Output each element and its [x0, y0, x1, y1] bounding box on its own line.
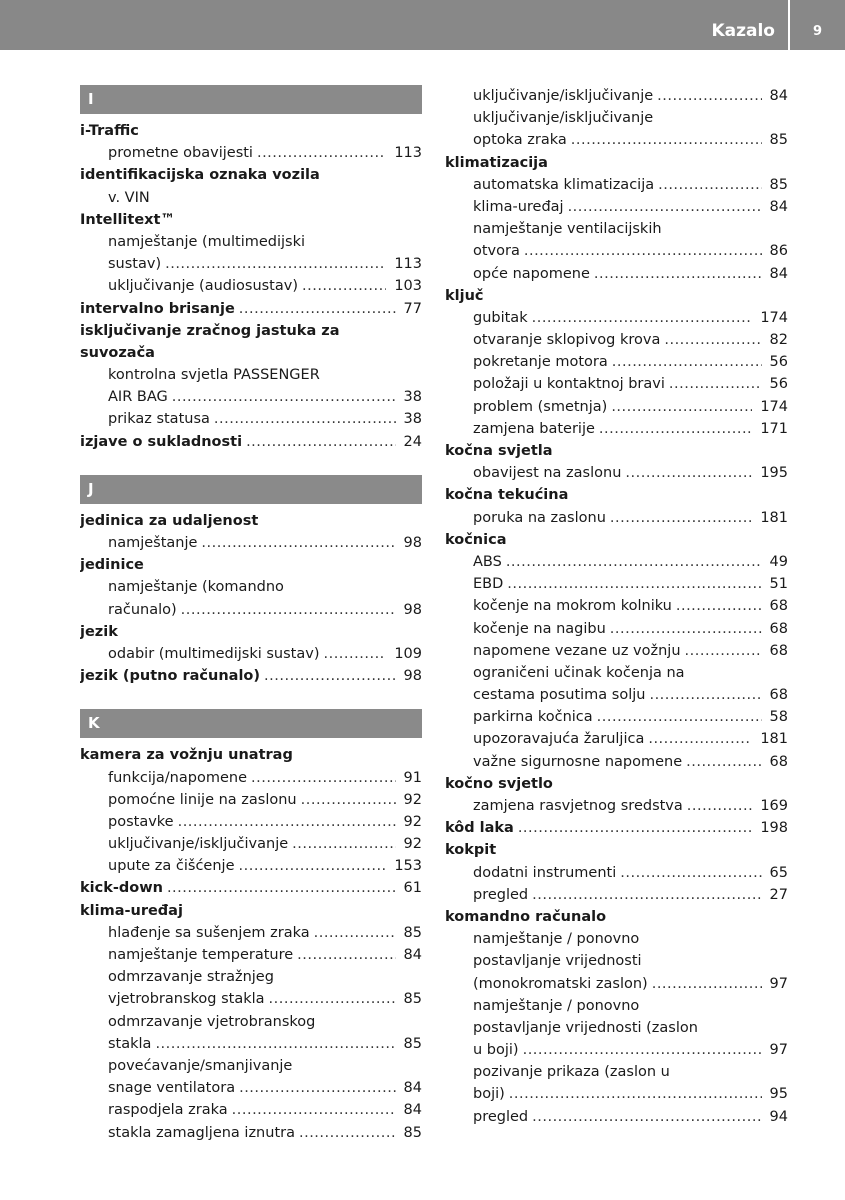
page-ref: 85	[403, 1035, 422, 1052]
entry-text: jezik	[80, 623, 118, 640]
dot-leader	[178, 811, 396, 833]
entry-text: EBD	[473, 576, 504, 593]
entry-text: poruka na zaslonu	[473, 509, 606, 526]
page-ref: 94	[769, 1108, 788, 1125]
entry-text: postavljanje vrijednosti (zaslon	[473, 1019, 698, 1036]
entry-text: stakla zamagljena iznutra	[108, 1124, 295, 1141]
entry-text: optoka zraka	[473, 132, 567, 149]
page-ref: 97	[769, 975, 788, 992]
entry-text: (monokromatski zaslon)	[473, 975, 648, 992]
index-entry	[445, 107, 788, 129]
dot-leader	[676, 595, 762, 617]
page-ref: 113	[394, 145, 422, 162]
dot-leader	[251, 767, 396, 789]
dot-leader	[297, 944, 395, 966]
page-ref: 61	[403, 880, 422, 897]
index-heading	[445, 817, 788, 839]
index-entry	[445, 1061, 788, 1083]
entry-text: uključivanje/isključivanje	[473, 88, 654, 104]
page-ref: 38	[403, 411, 422, 428]
index-column-left	[80, 85, 422, 1144]
page-ref: 68	[769, 598, 788, 615]
page-ref: 85	[403, 1124, 422, 1141]
index-heading	[445, 906, 788, 928]
index-entry	[80, 408, 422, 430]
dot-leader	[594, 263, 762, 285]
page-ref: 77	[403, 300, 422, 317]
page-ref: 49	[769, 553, 788, 570]
section-letter-bar: J	[80, 475, 422, 504]
index-entry	[445, 1039, 788, 1061]
entry-text: pregled	[473, 1108, 529, 1125]
entry-text: prikaz statusa	[108, 411, 210, 428]
dot-leader	[239, 298, 396, 320]
index-heading	[80, 320, 422, 342]
index-entry	[80, 1055, 422, 1077]
page-ref: 91	[403, 769, 422, 786]
index-entry	[445, 995, 788, 1017]
page-ref: 171	[760, 420, 788, 437]
index-heading	[80, 554, 422, 576]
index-entry	[445, 928, 788, 950]
entry-text: u boji)	[473, 1042, 519, 1059]
entry-text: boji)	[473, 1086, 505, 1103]
dot-leader	[155, 1033, 395, 1055]
index-heading	[80, 744, 422, 766]
page-ref: 195	[760, 465, 788, 482]
page-ref: 85	[403, 924, 422, 941]
page-ref: 58	[769, 709, 788, 726]
index-entry	[445, 884, 788, 906]
entry-text: pozivanje prikaza (zaslon u	[473, 1064, 670, 1081]
dot-leader	[625, 462, 752, 484]
dot-leader	[167, 877, 396, 899]
entry-text: otvora	[473, 243, 520, 260]
entry-text: upute za čišćenje	[108, 858, 235, 875]
index-heading	[445, 529, 788, 551]
index-entry	[80, 576, 422, 598]
entry-text: kočno svjetlo	[445, 775, 553, 792]
index-entry	[80, 275, 422, 297]
dot-leader	[686, 751, 761, 773]
entry-text: isključivanje zračnog jastuka za	[80, 322, 340, 339]
index-entry	[445, 751, 788, 773]
index-entry	[445, 307, 788, 329]
index-heading	[80, 665, 422, 687]
page-ref: 56	[769, 376, 788, 393]
entry-text: položaji u kontaktnoj bravi	[473, 376, 665, 393]
index-entry	[80, 532, 422, 554]
page-ref: 92	[403, 813, 422, 830]
page-ref: 153	[394, 858, 422, 875]
index-heading	[80, 621, 422, 643]
section-letter-bar: K	[80, 709, 422, 738]
index-heading	[80, 209, 422, 231]
index-heading	[80, 120, 422, 142]
index-entry	[445, 706, 788, 728]
index-entry	[80, 833, 422, 855]
entry-text: funkcija/napomene	[108, 769, 247, 786]
entry-text: jedinica za udaljenost	[80, 512, 259, 529]
entry-text: kočnica	[445, 531, 507, 548]
entry-text: namještanje / ponovno	[473, 931, 640, 948]
index-entry	[445, 218, 788, 240]
entry-text: kočenje na nagibu	[473, 620, 606, 637]
entry-text: problem (smetnja)	[473, 398, 608, 415]
page-ref: 84	[403, 1080, 422, 1097]
entry-text: odmrzavanje stražnjeg	[108, 969, 274, 986]
entry-text: gubitak	[473, 309, 528, 326]
index-entry	[80, 1077, 422, 1099]
index-heading	[80, 342, 422, 364]
index-entry	[80, 643, 422, 665]
index-entry	[445, 728, 788, 750]
index-heading	[80, 164, 422, 186]
dot-leader	[299, 1122, 396, 1144]
dot-leader	[264, 665, 396, 687]
dot-leader	[302, 275, 386, 297]
index-entry	[445, 373, 788, 395]
index-entry	[80, 187, 422, 209]
entry-text: uključivanje/isključivanje	[108, 836, 289, 853]
index-heading	[80, 877, 422, 899]
entry-text: upozoravajuća žaruljica	[473, 731, 645, 748]
index-entry	[445, 85, 788, 107]
dot-leader	[669, 373, 762, 395]
entry-text: v. VIN	[108, 189, 150, 206]
page-ref: 92	[403, 836, 422, 853]
entry-text: uključivanje (audiosustav)	[108, 278, 298, 295]
index-entry	[445, 862, 788, 884]
entry-text: namještanje / ponovno	[473, 997, 640, 1014]
entry-text: AIR BAG	[108, 389, 168, 406]
index-entry	[445, 329, 788, 351]
index-entry	[445, 351, 788, 373]
index-entry	[80, 1011, 422, 1033]
dot-leader	[292, 833, 395, 855]
dot-leader	[524, 240, 762, 262]
entry-text: ograničeni učinak kočenja na	[473, 664, 685, 681]
index-entry	[445, 129, 788, 151]
page-ref: 95	[769, 1086, 788, 1103]
index-entry	[445, 1106, 788, 1128]
dot-leader	[506, 551, 762, 573]
entry-text: kick-down	[80, 880, 163, 897]
dot-leader	[509, 1083, 762, 1105]
section-gap	[80, 687, 422, 709]
index-entry	[80, 811, 422, 833]
page-ref: 65	[769, 864, 788, 881]
index-entry	[80, 142, 422, 164]
dot-leader	[648, 728, 752, 750]
page-ref: 97	[769, 1042, 788, 1059]
index-entry	[80, 922, 422, 944]
entry-text: kôd laka	[445, 820, 514, 837]
dot-leader	[658, 174, 761, 196]
index-entry	[80, 789, 422, 811]
index-heading	[80, 431, 422, 453]
index-entry	[80, 944, 422, 966]
entry-text: kokpit	[445, 842, 497, 859]
page-ref: 198	[760, 820, 788, 837]
dot-leader	[687, 795, 753, 817]
index-entry	[445, 418, 788, 440]
page-ref: 174	[760, 309, 788, 326]
entry-text: zamjena baterije	[473, 420, 595, 437]
entry-text: ključ	[445, 287, 484, 304]
header-bar	[0, 0, 845, 50]
dot-leader	[172, 386, 396, 408]
entry-text: parkirna kočnica	[473, 709, 593, 726]
page-ref: 68	[769, 753, 788, 770]
entry-text: komandno računalo	[445, 908, 607, 925]
index-entry	[80, 253, 422, 275]
index-entry	[80, 767, 422, 789]
entry-text: računalo)	[108, 601, 177, 618]
page-ref: 27	[769, 886, 788, 903]
index-entry	[80, 1033, 422, 1055]
page-ref: 82	[769, 332, 788, 349]
entry-text: kontrolna svjetla PASSENGER	[108, 367, 320, 384]
section-gap	[80, 453, 422, 475]
dot-leader	[571, 129, 762, 151]
index-entry	[445, 196, 788, 218]
page-ref: 169	[760, 798, 788, 814]
entry-text: Intellitext™	[80, 211, 175, 228]
index-entry	[445, 263, 788, 285]
entry-text: ABS	[473, 553, 502, 570]
index-entry	[445, 795, 788, 817]
index-entry	[80, 988, 422, 1010]
index-entry	[445, 573, 788, 595]
entry-text: izjave o sukladnosti	[80, 433, 243, 450]
index-heading	[445, 152, 788, 174]
entry-text: odmrzavanje vjetrobranskog	[108, 1013, 316, 1030]
page-ref: 103	[394, 278, 422, 295]
page-ref: 84	[769, 88, 788, 104]
index-entry	[80, 386, 422, 408]
dot-leader	[612, 351, 762, 373]
dot-leader	[620, 862, 761, 884]
entry-text: hlađenje sa sušenjem zraka	[108, 924, 310, 941]
entry-text: namještanje (multimedijski	[108, 233, 306, 250]
index-entry	[445, 507, 788, 529]
entry-text: namještanje	[108, 535, 198, 551]
index-entry	[445, 950, 788, 972]
entry-text: klima-uređaj	[80, 902, 183, 919]
entry-text: pomoćne linije na zaslonu	[108, 791, 297, 808]
entry-text: odabir (multimedijski sustav)	[108, 645, 320, 662]
dot-leader	[649, 684, 761, 706]
index-entry	[445, 662, 788, 684]
dot-leader	[214, 408, 396, 430]
entry-text: obavijest na zaslonu	[473, 465, 622, 482]
dot-leader	[232, 1099, 396, 1121]
index-heading	[445, 440, 788, 462]
page-ref: 24	[403, 433, 422, 450]
index-heading	[80, 510, 422, 532]
index-entry	[445, 551, 788, 573]
index-entry	[80, 966, 422, 988]
dot-leader	[599, 418, 752, 440]
page-number: 9	[812, 24, 823, 39]
entry-text: otvaranje sklopivog krova	[473, 332, 661, 349]
entry-text: i-Traffic	[80, 123, 139, 139]
index-entry	[445, 684, 788, 706]
dot-leader	[239, 855, 387, 877]
entry-text: stakla	[108, 1035, 152, 1052]
entry-text: cestama posutima solju	[473, 687, 646, 704]
index-entry	[445, 973, 788, 995]
page-ref: 85	[769, 176, 788, 193]
entry-text: namještanje (komandno	[108, 579, 284, 596]
dot-leader	[664, 329, 761, 351]
dot-leader	[507, 573, 761, 595]
page-ref: 181	[760, 731, 788, 748]
page-ref: 98	[403, 668, 422, 685]
dot-leader	[685, 640, 762, 662]
dot-leader	[239, 1077, 395, 1099]
index-entry	[80, 364, 422, 386]
dot-leader	[532, 307, 753, 329]
index-entry	[445, 240, 788, 262]
entry-text: pokretanje motora	[473, 354, 608, 371]
entry-text: zamjena rasvjetnog sredstva	[473, 798, 683, 814]
page-ref: 109	[394, 645, 422, 662]
entry-text: kočenje na mokrom kolniku	[473, 598, 672, 615]
dot-leader	[611, 396, 752, 418]
entry-text: kočna tekućina	[445, 487, 569, 504]
dot-leader	[246, 431, 395, 453]
page-ref: 98	[403, 535, 422, 551]
index-heading	[80, 900, 422, 922]
index-heading	[445, 839, 788, 861]
page-ref: 38	[403, 389, 422, 406]
index-entry	[445, 595, 788, 617]
entry-text: vjetrobranskog stakla	[108, 991, 265, 1008]
dot-leader	[597, 706, 762, 728]
index-heading	[80, 298, 422, 320]
page-ref: 84	[769, 265, 788, 282]
index-entry	[80, 1122, 422, 1144]
page-ref: 68	[769, 642, 788, 659]
page-ref: 51	[769, 576, 788, 593]
index-entry	[80, 599, 422, 621]
page-ref: 84	[769, 198, 788, 215]
index-entry	[445, 396, 788, 418]
entry-text: postavljanje vrijednosti	[473, 953, 642, 970]
entry-text: pregled	[473, 886, 529, 903]
page-ref: 84	[403, 947, 422, 963]
index-entry	[80, 231, 422, 253]
index-entry	[80, 855, 422, 877]
dot-leader	[568, 196, 762, 218]
entry-text: dodatni instrumenti	[473, 864, 617, 881]
dot-leader	[610, 618, 762, 640]
entry-text: raspodjela zraka	[108, 1102, 228, 1119]
page-ref: 174	[760, 398, 788, 415]
entry-text: identifikacijska oznaka vozila	[80, 167, 320, 184]
index-column-right	[445, 85, 788, 1128]
page-ref: 181	[760, 509, 788, 526]
page-ref: 92	[403, 791, 422, 808]
page-title: Kazalo	[711, 21, 775, 41]
index-entry	[445, 1017, 788, 1039]
index-heading	[445, 285, 788, 307]
index-entry	[80, 1099, 422, 1121]
dot-leader	[314, 922, 396, 944]
page-ref: 113	[394, 256, 422, 273]
dot-leader	[301, 789, 396, 811]
entry-text: sustav)	[108, 256, 162, 273]
dot-leader	[518, 817, 752, 839]
page-ref: 85	[769, 132, 788, 149]
page-ref: 68	[769, 687, 788, 704]
entry-text: kočna svjetla	[445, 443, 553, 459]
entry-text: intervalno brisanje	[80, 300, 235, 317]
section-letter-bar: I	[80, 85, 422, 114]
entry-text: klima-uređaj	[473, 198, 564, 215]
dot-leader	[652, 973, 762, 995]
dot-leader	[165, 253, 386, 275]
dot-leader	[323, 643, 386, 665]
index-entry	[445, 1083, 788, 1105]
page-ref: 86	[769, 243, 788, 260]
index-entry	[445, 174, 788, 196]
entry-text: suvozača	[80, 344, 155, 361]
dot-leader	[201, 532, 395, 554]
entry-text: automatska klimatizacija	[473, 176, 655, 193]
page-ref: 85	[403, 991, 422, 1008]
dot-leader	[532, 884, 761, 906]
entry-text: kamera za vožnju unatrag	[80, 747, 293, 764]
entry-text: povećavanje/smanjivanje	[108, 1057, 293, 1074]
dot-leader	[657, 85, 761, 107]
dot-leader	[257, 142, 386, 164]
entry-text: snage ventilatora	[108, 1080, 236, 1097]
page-ref: 68	[769, 620, 788, 637]
dot-leader	[181, 599, 396, 621]
entry-text: namještanje ventilacijskih	[473, 221, 662, 238]
index-heading	[445, 484, 788, 506]
entry-text: jezik (putno računalo)	[80, 668, 261, 685]
dot-leader	[610, 507, 752, 529]
index-entry	[445, 462, 788, 484]
index-heading	[445, 773, 788, 795]
index-entry	[445, 618, 788, 640]
entry-text: uključivanje/isključivanje	[473, 110, 654, 127]
entry-text: namještanje temperature	[108, 947, 294, 963]
page-ref: 84	[403, 1102, 422, 1119]
dot-leader	[523, 1039, 762, 1061]
dot-leader	[532, 1106, 761, 1128]
index-entry	[445, 640, 788, 662]
entry-text: jedinice	[80, 557, 144, 574]
page-ref: 56	[769, 354, 788, 371]
page-ref: 98	[403, 601, 422, 618]
entry-text: važne sigurnosne napomene	[473, 753, 683, 770]
entry-text: napomene vezane uz vožnju	[473, 642, 681, 659]
entry-text: opće napomene	[473, 265, 590, 282]
entry-text: postavke	[108, 813, 174, 830]
dot-leader	[269, 988, 396, 1010]
entry-text: klimatizacija	[445, 154, 548, 171]
entry-text: prometne obavijesti	[108, 145, 253, 162]
